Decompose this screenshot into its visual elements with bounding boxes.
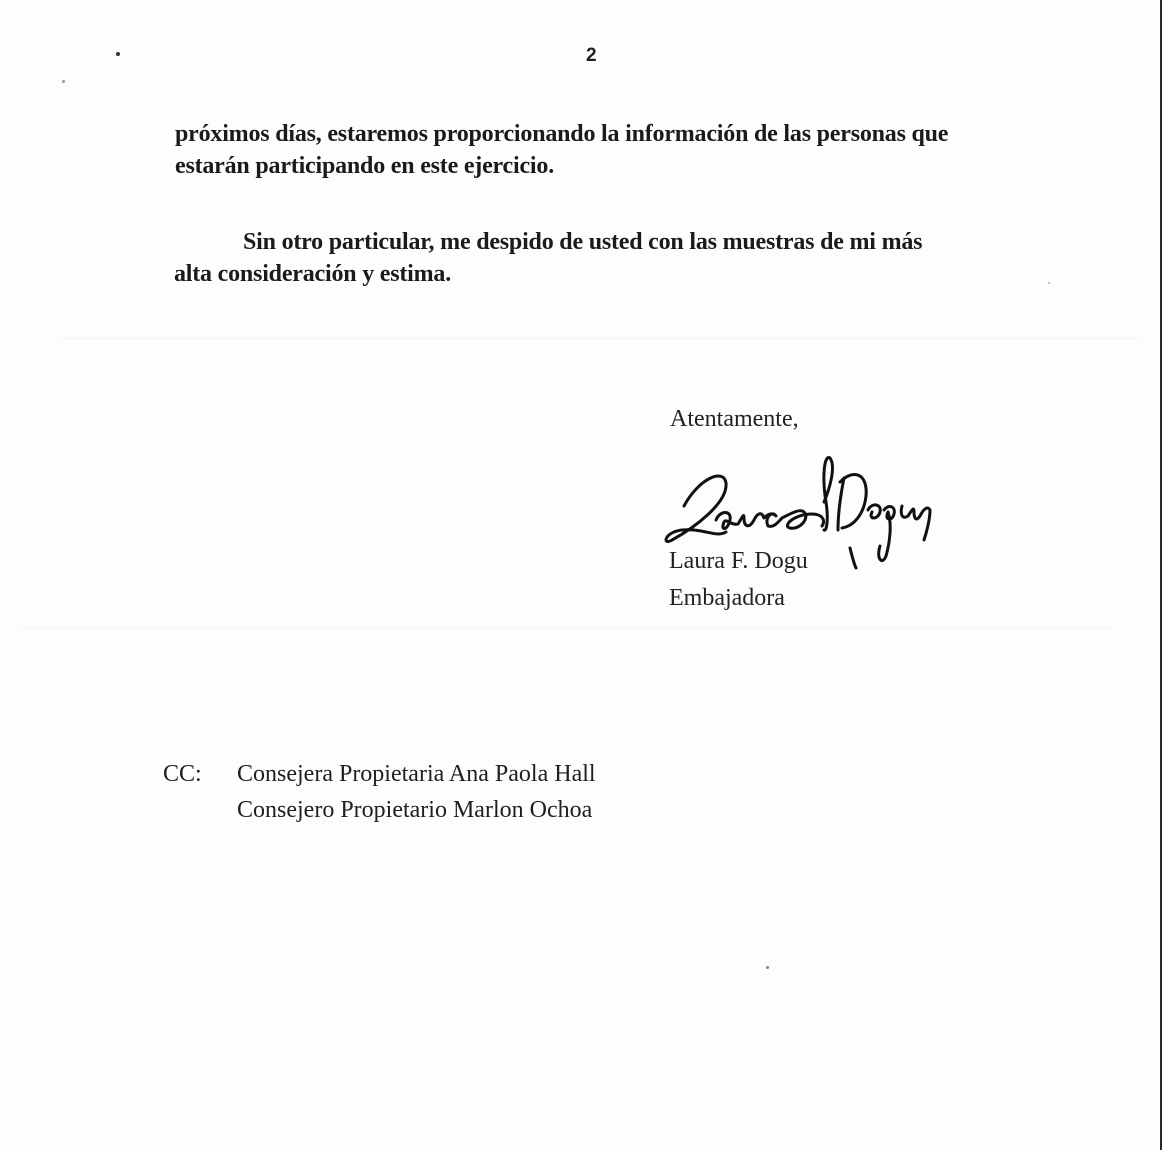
scan-artifact <box>60 338 1140 339</box>
signer-title: Embajadora <box>669 585 785 611</box>
paragraph-closing-line-1: Sin otro particular, me despido de usted con las muestras de mi más <box>243 229 923 255</box>
cc-label: CC: <box>163 761 202 787</box>
paragraph-continuation-line-2: estarán participando en este ejercicio. <box>175 153 555 179</box>
signer-name: Laura F. Dogu <box>669 548 808 574</box>
scan-speck <box>1048 282 1050 284</box>
scan-speck <box>766 966 769 969</box>
paragraph-closing-line-2: alta consideración y estima. <box>174 261 452 287</box>
scan-speck <box>116 52 120 56</box>
cc-recipient: Consejera Propietaria Ana Paola Hall <box>237 761 596 787</box>
cc-recipient: Consejero Propietario Marlon Ochoa <box>237 797 593 823</box>
page-edge <box>1160 0 1162 1150</box>
salutation: Atentamente, <box>670 406 799 432</box>
scan-speck <box>62 80 65 83</box>
scan-artifact <box>20 628 1110 629</box>
paragraph-continuation-line-1: próximos días, estaremos proporcionando la información de las personas que <box>175 121 949 147</box>
page-number: 2 <box>586 45 597 66</box>
